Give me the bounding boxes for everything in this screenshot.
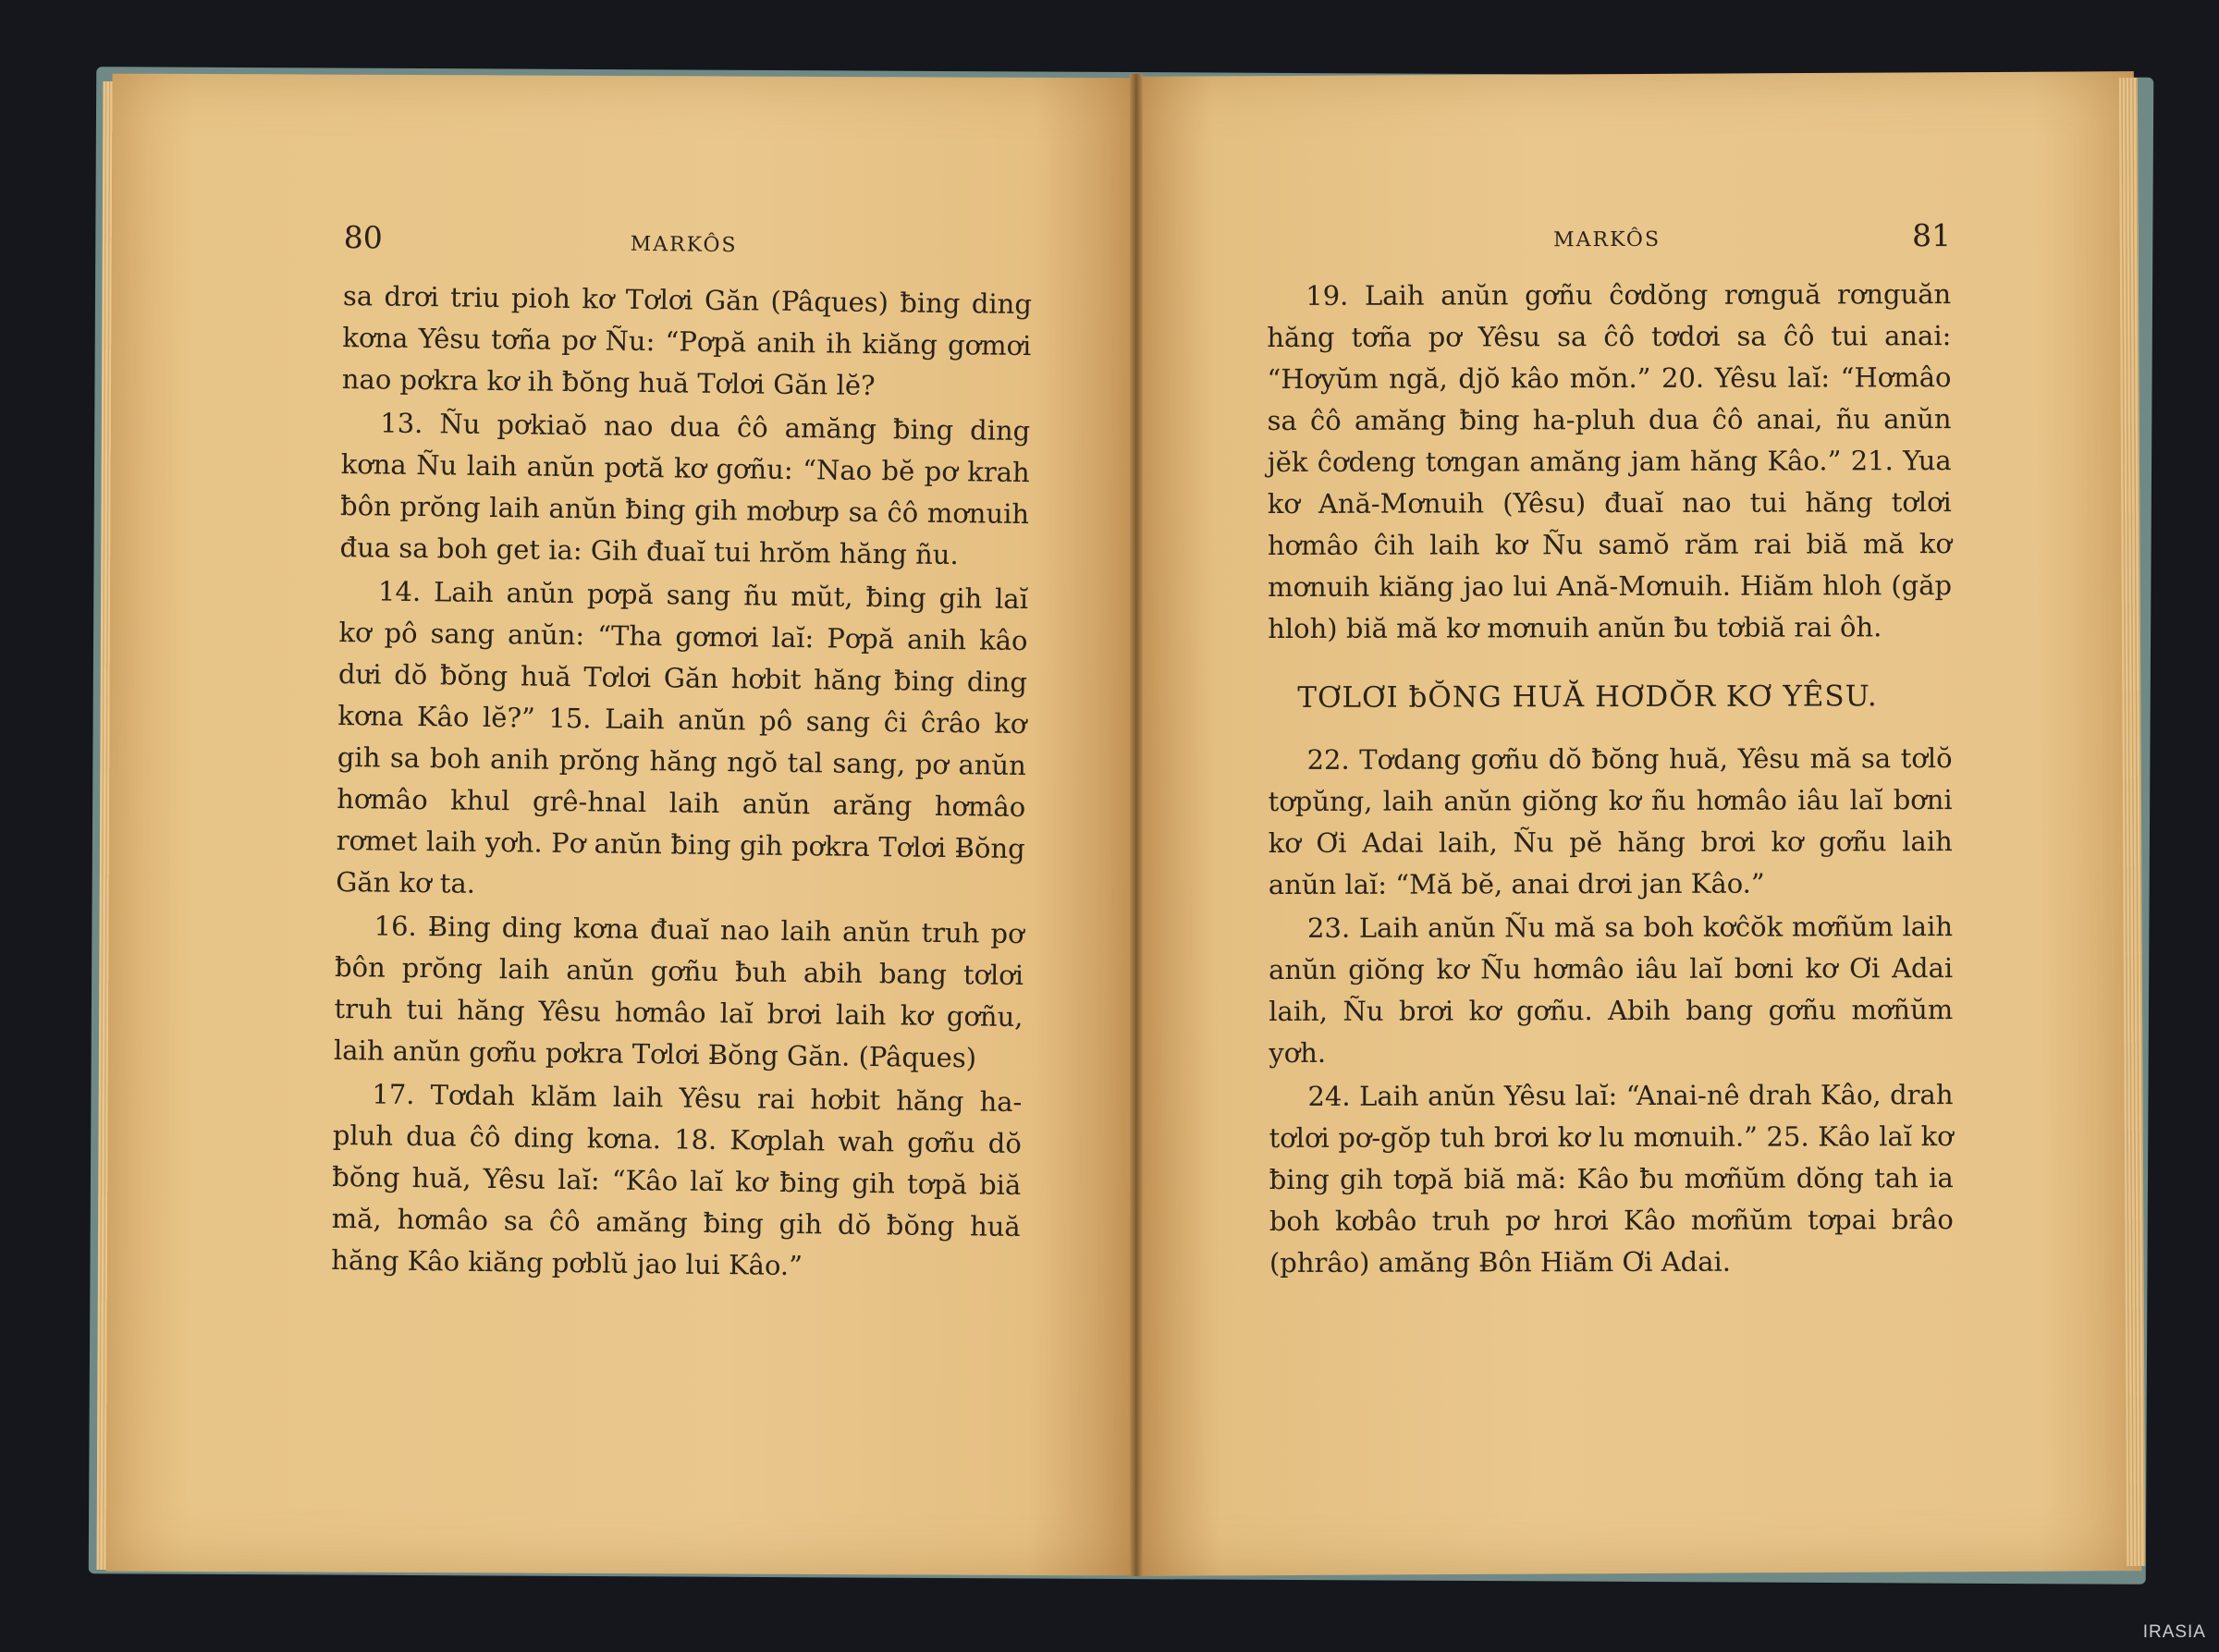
page-number: 80 (343, 218, 383, 256)
watermark: IRASIA (2142, 1622, 2206, 1642)
page-number: 81 (1912, 217, 1952, 254)
right-page-text (1267, 214, 1954, 1286)
running-title: MARKÔS (1553, 227, 1661, 252)
left-page-text (331, 216, 1033, 1291)
paragraph: 24. Laih anŭn Yêsu laĭ: “Anai-nê drah Kâo, drah tơlơi pơ-gŏp tuh brơi kơ lu mơnuih.” 25. Kâo laĭ kơ ƀing gih tơpă biă mă: Kâo ƀu mơñŭm dŏng tah ia boh kơbâo truh pơ hrơi Kâo mơñŭm tơpai brâo (phrâo) amăng Ƀôn Hiăm Ơi Adai. (1269, 1079, 1954, 1279)
running-title: MARKÔS (630, 232, 738, 258)
paragraph: 13. Ñu pơkiaŏ nao dua ĉô amăng ƀing ding kơna Ñu laih anŭn pơtă kơ gơñu: “Nao bĕ pơ krah ƀôn prŏng laih anŭn ƀing gih mơbưp sa ĉô mơnuih đua sa boh get ia: Gih đuaĭ tui hrŏm hăng ñu. (339, 407, 1031, 571)
paragraph: 19. Laih anŭn gơñu ĉơdŏng rơnguă rơnguăn hăng tơña pơ Yêsu sa ĉô tơdơi sa ĉô tui anai: “Hơyŭm ngă, djŏ kâo mŏn.” 20. Yêsu laĭ: “Hơmâo sa ĉô amăng ƀing ha-pluh dua ĉô anai, ñu anŭn jĕk ĉơdeng tơngan amăng jam hăng Kâo.” 21. Yua kơ Ană-Mơnuih (Yêsu) đuaĭ nao tui hăng tơlơi hơmâo ĉih laih kơ Ñu samŏ răm rai biă mă kơ mơnuih kiăng jao lui Ană-Mơnuih. Hiăm hloh (găp hloh) biă mă kơ mơnuih anŭn ƀu tơbiă rai ôh. (1267, 278, 1953, 644)
paragraph: 16. Ƀing ding kơna đuaĭ nao laih anŭn truh pơ ƀôn prŏng laih anŭn gơñu ƀuh abih bang tơlơi truh tui hăng Yêsu hơmâo laĭ brơi laih kơ gơñu, laih anŭn gơñu pơkra Tơlơi Ƀŏng Găn. (Pâques) (333, 910, 1024, 1074)
paragraph: 22. Tơdang gơñu dŏ ƀŏng huă, Yêsu mă sa tơlŏ tơpŭng, laih anŭn giŏng kơ ñu hơmâo iâu laĭ bơni kơ Ơi Adai laih, Ñu pĕ hăng brơi kơ gơñu laih anŭn laĭ: “Mă bĕ, anai drơi jan Kâo.” (1268, 742, 1953, 900)
paragraph: 14. Laih anŭn pơpă sang ñu mŭt, ƀing gih laĭ kơ pô sang anŭn: “Tha gơmơi laĭ: Pơpă anih kâo dưi dŏ ƀŏng huă Tơlơi Găn hơbit hăng ƀing ding kơna Kâo lĕ?” 15. Laih anŭn pô sang ĉi ĉrâo kơ gih sa boh anih prŏng hăng ngŏ tal sang, pơ anŭn hơmâo khul grê-hnal laih anŭn arăng hơmâo rơmet laih yơh. Pơ anŭn ƀing gih pơkra Tơlơi Ƀŏng Găn kơ ta. (335, 575, 1029, 899)
paragraph: 17. Tơdah klăm laih Yêsu rai hơbit hăng ha-pluh dua ĉô ding kơna. 18. Kơplah wah gơñu dŏ ƀŏng huă, Yêsu laĭ: “Kâo laĭ kơ ƀing gih tơpă biă mă, hơmâo sa ĉô amăng ƀing gih dŏ ƀŏng huă hăng Kâo kiăng pơblŭ jao lui Kâo.” (330, 1078, 1023, 1282)
book-gutter (1130, 74, 1143, 1576)
left-page-header (343, 216, 1033, 280)
section-heading: TƠLƠI ƀŎNG HUĂ HƠDŎR KƠ YÊSU. (1297, 679, 1878, 715)
right-page-header (1267, 214, 1951, 272)
paragraph: sa drơi triu pioh kơ Tơlơi Găn (Pâques) ƀing ding kơna Yêsu tơña pơ Ñu: “Pơpă anih ih kiăng gơmơi nao pơkra kơ ih ƀŏng huă Tơlơi Găn lĕ? (341, 279, 1033, 402)
paragraph: 23. Laih anŭn Ñu mă sa boh kơĉŏk mơñŭm laih anŭn giŏng kơ Ñu hơmâo iâu laĭ bơni kơ Ơi Adai laih, Ñu brơi kơ gơñu. Abih bang gơñu mơñŭm yơh. (1269, 911, 1954, 1069)
